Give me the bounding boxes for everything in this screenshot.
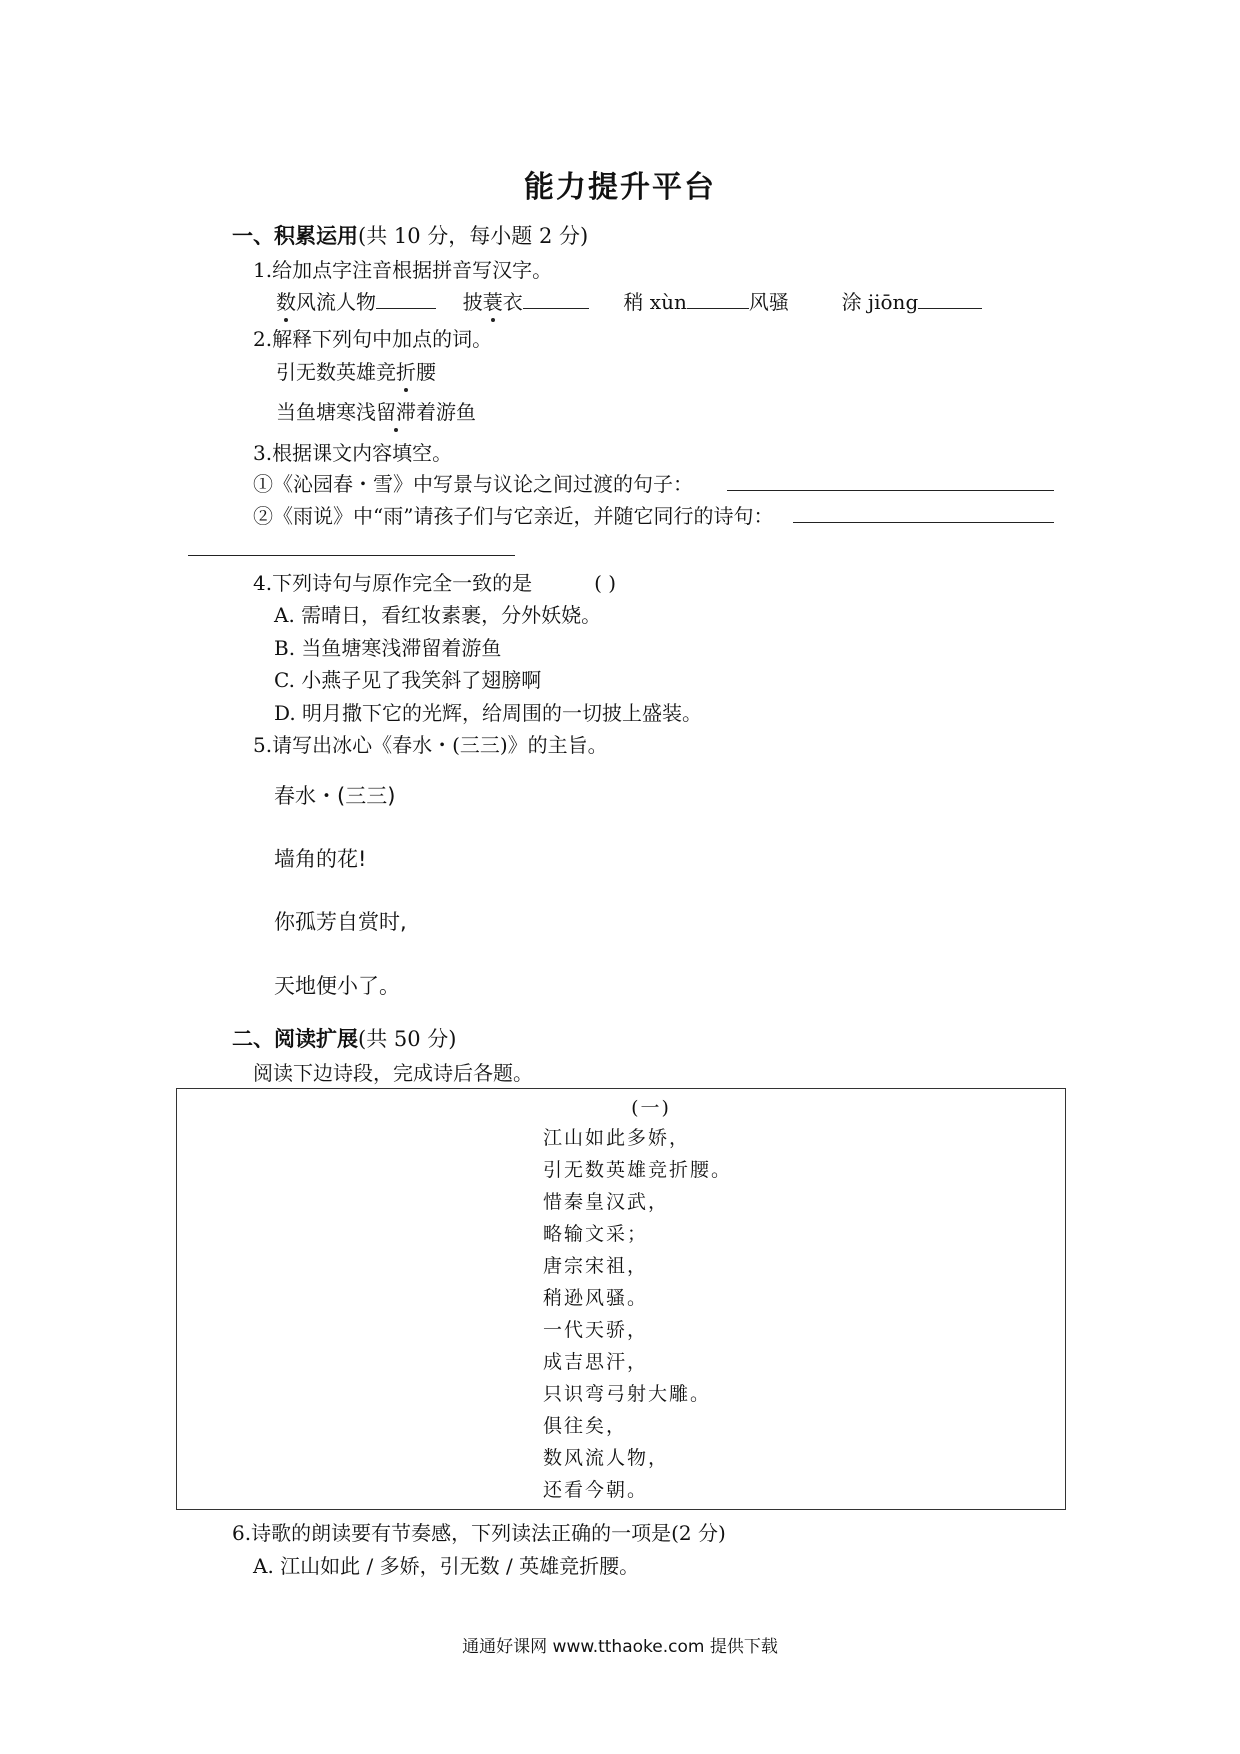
q6-option-a[interactable]: A. 江山如此 / 多娇，引无数 / 英雄竞折腰。 xyxy=(253,1554,640,1578)
q4-option-c[interactable]: C. 小燕子见了我笑斜了翅膀啊 xyxy=(274,668,542,692)
reading-line-10: 俱往矣， xyxy=(543,1415,628,1437)
q2-line2-pre: 当鱼塘寒浅 xyxy=(276,400,376,424)
section2-heading xyxy=(232,1023,456,1053)
reading-line-7: 一代天骄， xyxy=(543,1319,649,1341)
q2-line1-pre: 引无数英雄竞 xyxy=(276,360,396,384)
q4-stem xyxy=(253,567,616,596)
section2-intro: 阅读下边诗段，完成诗后各题。 xyxy=(253,1061,533,1085)
footer-credit: 通通好课网 www.tthaoke.com 提供下载 xyxy=(462,1637,778,1657)
section2-title: 二、阅读扩展 xyxy=(232,1026,358,1051)
q2-line2-dotted: 留滞 xyxy=(376,396,416,425)
q4-option-a[interactable]: A. 需晴日，看红妆素裹，分外妖娆。 xyxy=(274,603,602,627)
reading-line-9: 只识弯弓射大雕。 xyxy=(543,1383,712,1405)
q4-option-b[interactable]: B. 当鱼塘寒浅滞留着游鱼 xyxy=(274,636,502,660)
section2-score: (共 50 分) xyxy=(358,1027,457,1051)
reading-line-3: 惜秦皇汉武， xyxy=(543,1191,670,1213)
q1-item4-pre: 涂 jiōng xyxy=(841,290,919,314)
q1-item2-pre: 披 xyxy=(462,290,483,314)
q1-stem: 1.给加点字注音根据拼音写汉字。 xyxy=(253,258,553,282)
q1-blank2[interactable] xyxy=(523,290,589,309)
reading-line-1: 江山如此多娇， xyxy=(543,1127,691,1149)
q5-stem: 5.请写出冰心《春水・(三三)》的主旨。 xyxy=(253,733,608,757)
q5-poem-line1: 墙角的花! xyxy=(274,847,367,871)
q3-answer-line2[interactable] xyxy=(793,522,1054,523)
q3-answer-line1[interactable] xyxy=(727,490,1054,491)
q3-stem: 3.根据课文内容填空。 xyxy=(253,441,453,465)
q2-line1-post: 腰 xyxy=(416,360,436,384)
reading-line-8: 成吉思汗， xyxy=(543,1351,649,1373)
q1-item1-text: 风流人物 xyxy=(296,290,376,314)
q4-stem-text: 4.下列诗句与原作完全一致的是 xyxy=(253,571,533,595)
q5-poem-title: 春水・(三三) xyxy=(274,784,396,808)
q3-item2: ②《雨说》中“雨”请孩子们与它亲近，并随它同行的诗句： xyxy=(253,504,774,528)
reading-line-12: 还看今朝。 xyxy=(543,1479,649,1501)
q6-stem: 6.诗歌的朗读要有节奏感，下列读法正确的一项是(2 分) xyxy=(232,1521,726,1545)
reading-line-2: 引无数英雄竞折腰。 xyxy=(543,1159,733,1181)
q5-poem-line2: 你孤芳自赏时, xyxy=(274,910,407,934)
q1-blank4[interactable] xyxy=(918,290,982,309)
q1-item3-pre: 稍 xùn xyxy=(623,290,687,314)
q5-poem-line3: 天地便小了。 xyxy=(274,974,400,998)
reading-line-6: 稍逊风骚。 xyxy=(543,1287,649,1309)
q2-line1-dotted: 折 xyxy=(396,356,416,385)
q1-blank3[interactable] xyxy=(687,290,749,309)
q2-stem: 2.解释下列句中加点的词。 xyxy=(253,327,493,351)
q1-item2-post: 衣 xyxy=(502,290,523,314)
q4-option-d[interactable]: D. 明月撒下它的光辉，给周围的一切披上盛装。 xyxy=(274,701,703,725)
reading-passage-box xyxy=(176,1088,1066,1510)
q3-item1: ①《沁园春・雪》中写景与议论之间过渡的句子： xyxy=(253,472,693,496)
q1-item1-dotted: 数 xyxy=(276,286,296,315)
q2-line2-post: 着游鱼 xyxy=(416,400,476,424)
q2-line2 xyxy=(276,396,476,425)
q1-blank1[interactable] xyxy=(376,290,436,309)
reading-number: (一) xyxy=(631,1097,671,1119)
q1-item2-dotted: 蓑 xyxy=(483,286,503,315)
q2-line1 xyxy=(276,356,436,385)
section1-heading xyxy=(232,220,588,250)
reading-line-5: 唐宗宋祖， xyxy=(543,1255,649,1277)
q3-answer-line3[interactable] xyxy=(188,555,515,556)
section1-score: (共 10 分，每小题 2 分) xyxy=(358,224,589,248)
reading-line-11: 数风流人物， xyxy=(543,1447,670,1469)
page-title: 能力提升平台 xyxy=(524,170,716,205)
reading-line-4: 略输文采； xyxy=(543,1223,649,1245)
q1-items xyxy=(276,286,982,315)
section1-title: 一、积累运用 xyxy=(232,223,358,248)
q1-item3-post: 风骚 xyxy=(748,290,789,314)
q4-answer-paren[interactable]: ( ) xyxy=(594,571,617,595)
